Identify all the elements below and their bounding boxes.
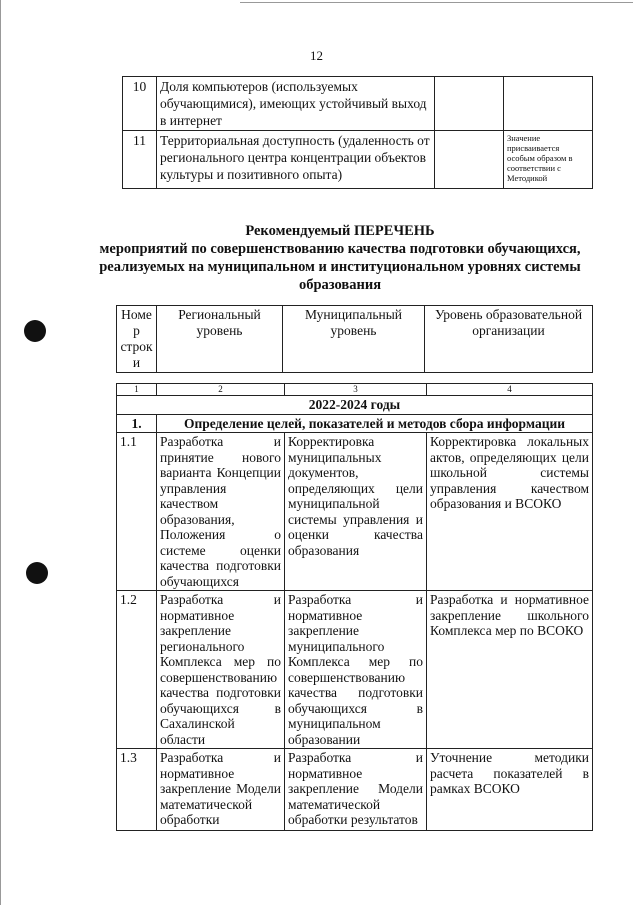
municipal-measure: Корректировка муниципальных документов, определяющих цели муниципальной системы управления и оценки качества образования bbox=[285, 433, 427, 591]
table-row bbox=[117, 749, 593, 831]
column-header-municipal: Муниципальный уровень bbox=[283, 306, 425, 373]
period-row bbox=[117, 396, 593, 415]
column-numbers-row bbox=[117, 384, 593, 396]
column-header-school: Уровень образовательной организации bbox=[425, 306, 593, 373]
scan-edge-line bbox=[0, 0, 1, 905]
column-number: 4 bbox=[427, 384, 593, 396]
school-measure: Уточнение методики расчета показателей в рамках ВСОКО bbox=[427, 749, 593, 831]
regional-measure: Разработка и принятие нового варианта Концепции управления качеством образования, Положения о системе оценки качества подготовки обучающихся bbox=[157, 433, 285, 591]
period-label: 2022-2024 годы bbox=[117, 396, 593, 415]
table-row bbox=[123, 131, 593, 189]
table-row bbox=[117, 591, 593, 749]
column-header-regional: Региональный уровень bbox=[157, 306, 283, 373]
page-number: 12 bbox=[310, 48, 323, 63]
indicator-value bbox=[435, 131, 504, 189]
indicator-note bbox=[504, 77, 593, 131]
section-title: Определение целей, показателей и методов сбора информации bbox=[157, 414, 593, 433]
row-number: 1.3 bbox=[117, 749, 157, 831]
municipal-measure: Разработка и нормативное закрепление муниципального Комплекса мер по совершенствованию качества подготовки обучающихся в муниципальном образовании bbox=[285, 591, 427, 749]
column-header-row-number: Номе р строк и bbox=[117, 306, 157, 373]
row-number: 1.1 bbox=[117, 433, 157, 591]
section-row bbox=[117, 414, 593, 433]
section-number: 1. bbox=[117, 414, 157, 433]
row-number: 11 bbox=[123, 131, 157, 189]
list-subtitle: мероприятий по совершенствованию качества подготовки обучающихся, реализуемых на муниципальном и институциональном уровнях системы образования bbox=[99, 241, 581, 293]
indicator-text: Территориальная доступность (удаленность от регионального центра концентрации объектов культуры и позитивного опыта) bbox=[157, 131, 435, 189]
levels-header-table bbox=[116, 305, 593, 373]
column-number: 2 bbox=[157, 384, 285, 396]
indicator-value bbox=[435, 77, 504, 131]
regional-measure: Разработка и нормативное закрепление Модели математической обработки bbox=[157, 749, 285, 831]
column-number: 3 bbox=[285, 384, 427, 396]
column-number: 1 bbox=[117, 384, 157, 396]
row-number: 1.2 bbox=[117, 591, 157, 749]
regional-measure: Разработка и нормативное закрепление регионального Комплекса мер по совершенствованию качества подготовки обучающихся в Сахалинской области bbox=[157, 591, 285, 749]
school-measure: Разработка и нормативное закрепление школьного Комплекса мер по ВСОКО bbox=[427, 591, 593, 749]
indicator-note: Значение присваивается особым образом в соответствии с Методикой bbox=[504, 131, 593, 189]
measures-table bbox=[116, 383, 593, 831]
table-row bbox=[123, 77, 593, 131]
school-measure: Корректировка локальных актов, определяющих цели школьной системы управления качеством образования и ВСОКО bbox=[427, 433, 593, 591]
table-row bbox=[117, 306, 593, 373]
list-title: Рекомендуемый ПЕРЕЧЕНЬ bbox=[245, 223, 435, 239]
row-number: 10 bbox=[123, 77, 157, 131]
indicators-table bbox=[122, 76, 593, 189]
scan-edge-line bbox=[240, 2, 633, 3]
punch-hole bbox=[26, 562, 48, 584]
punch-hole bbox=[24, 320, 46, 342]
municipal-measure: Разработка и нормативное закрепление Модели математической обработки результатов bbox=[285, 749, 427, 831]
table-row bbox=[117, 433, 593, 591]
indicator-text: Доля компьютеров (используемых обучающимися), имеющих устойчивый выход в интернет bbox=[157, 77, 435, 131]
